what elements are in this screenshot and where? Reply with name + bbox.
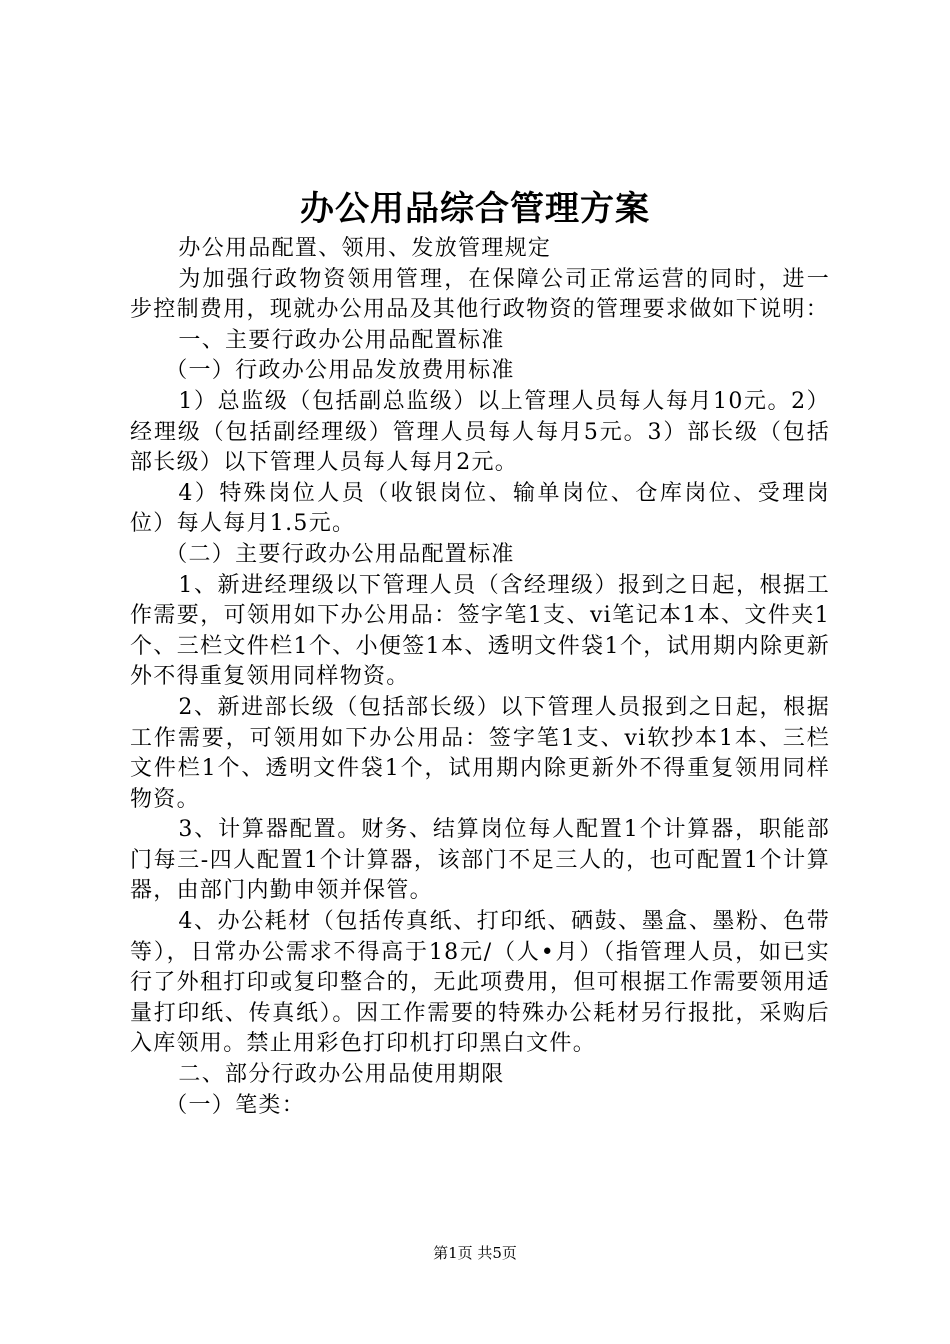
section-heading-1: 一、主要行政办公用品配置标准 — [178, 327, 505, 353]
paragraph-item-3: 3、计算器配置。财务、结算岗位每人配置1个计算器，职能部门每三-四人配置1个计算器，该部门不足三人的，也可配置1个计算器，由部门内勤申领并保管。 — [130, 817, 830, 904]
paragraph-intro: 为加强行政物资领用管理，在保障公司正常运营的同时，进一步控制费用，现就办公用品及其他行政物资的管理要求做如下说明： — [130, 266, 830, 323]
paragraph-heading-rules: 办公用品配置、领用、发放管理规定 — [178, 236, 552, 261]
section-heading-2: 二、部分行政办公用品使用期限 — [178, 1062, 505, 1088]
document-body — [130, 234, 830, 1121]
paragraph-fee-levels: 1）总监级（包括副总监级）以上管理人员每人每月10元。2）经理级（包括副经理级）管理人员每人每月5元。3）部长级（包括部长级）以下管理人员每人每月2元。 — [130, 388, 830, 476]
page-footer: 第1页 共5页 — [433, 1244, 517, 1262]
subsection-heading-2-1: （一）笔类： — [165, 1092, 305, 1118]
paragraph-special-posts: 4）特殊岗位人员（收银岗位、输单岗位、仓库岗位、受理岗位）每人每月1.5元。 — [130, 480, 830, 537]
subsection-heading-1-2: （二）主要行政办公用品配置标准 — [165, 541, 515, 567]
document-title: 办公用品综合管理方案 — [300, 189, 650, 229]
paragraph-item-2: 2、新进部长级（包括部长级）以下管理人员报到之日起，根据工作需要，可领用如下办公用品：签字笔1支、vi软抄本1本、三栏文件栏1个、透明文件袋1个，试用期内除更新外不得重复领用同样物资。 — [130, 694, 830, 812]
subsection-heading-1-1: （一）行政办公用品发放费用标准 — [165, 358, 515, 384]
paragraph-item-1: 1、新进经理级以下管理人员（含经理级）报到之日起，根据工作需要，可领用如下办公用品：签字笔1支、vi笔记本1本、文件夹1个、三栏文件栏1个、小便签1本、透明文件袋1个，试用期内除更新外不得重复领用同样物资。 — [130, 572, 830, 690]
paragraph-item-4: 4、办公耗材（包括传真纸、打印纸、硒鼓、墨盒、墨粉、色带等），日常办公需求不得高于18元/（人•月）（指管理人员，如已实行了外租打印或复印整合的，无此项费用，但可根据工作需要领用适量打印纸、传真纸）。因工作需要的特殊办公耗材另行报批，采购后入库领用。禁止用彩色打印机打印黑白文件。 — [130, 909, 830, 1057]
